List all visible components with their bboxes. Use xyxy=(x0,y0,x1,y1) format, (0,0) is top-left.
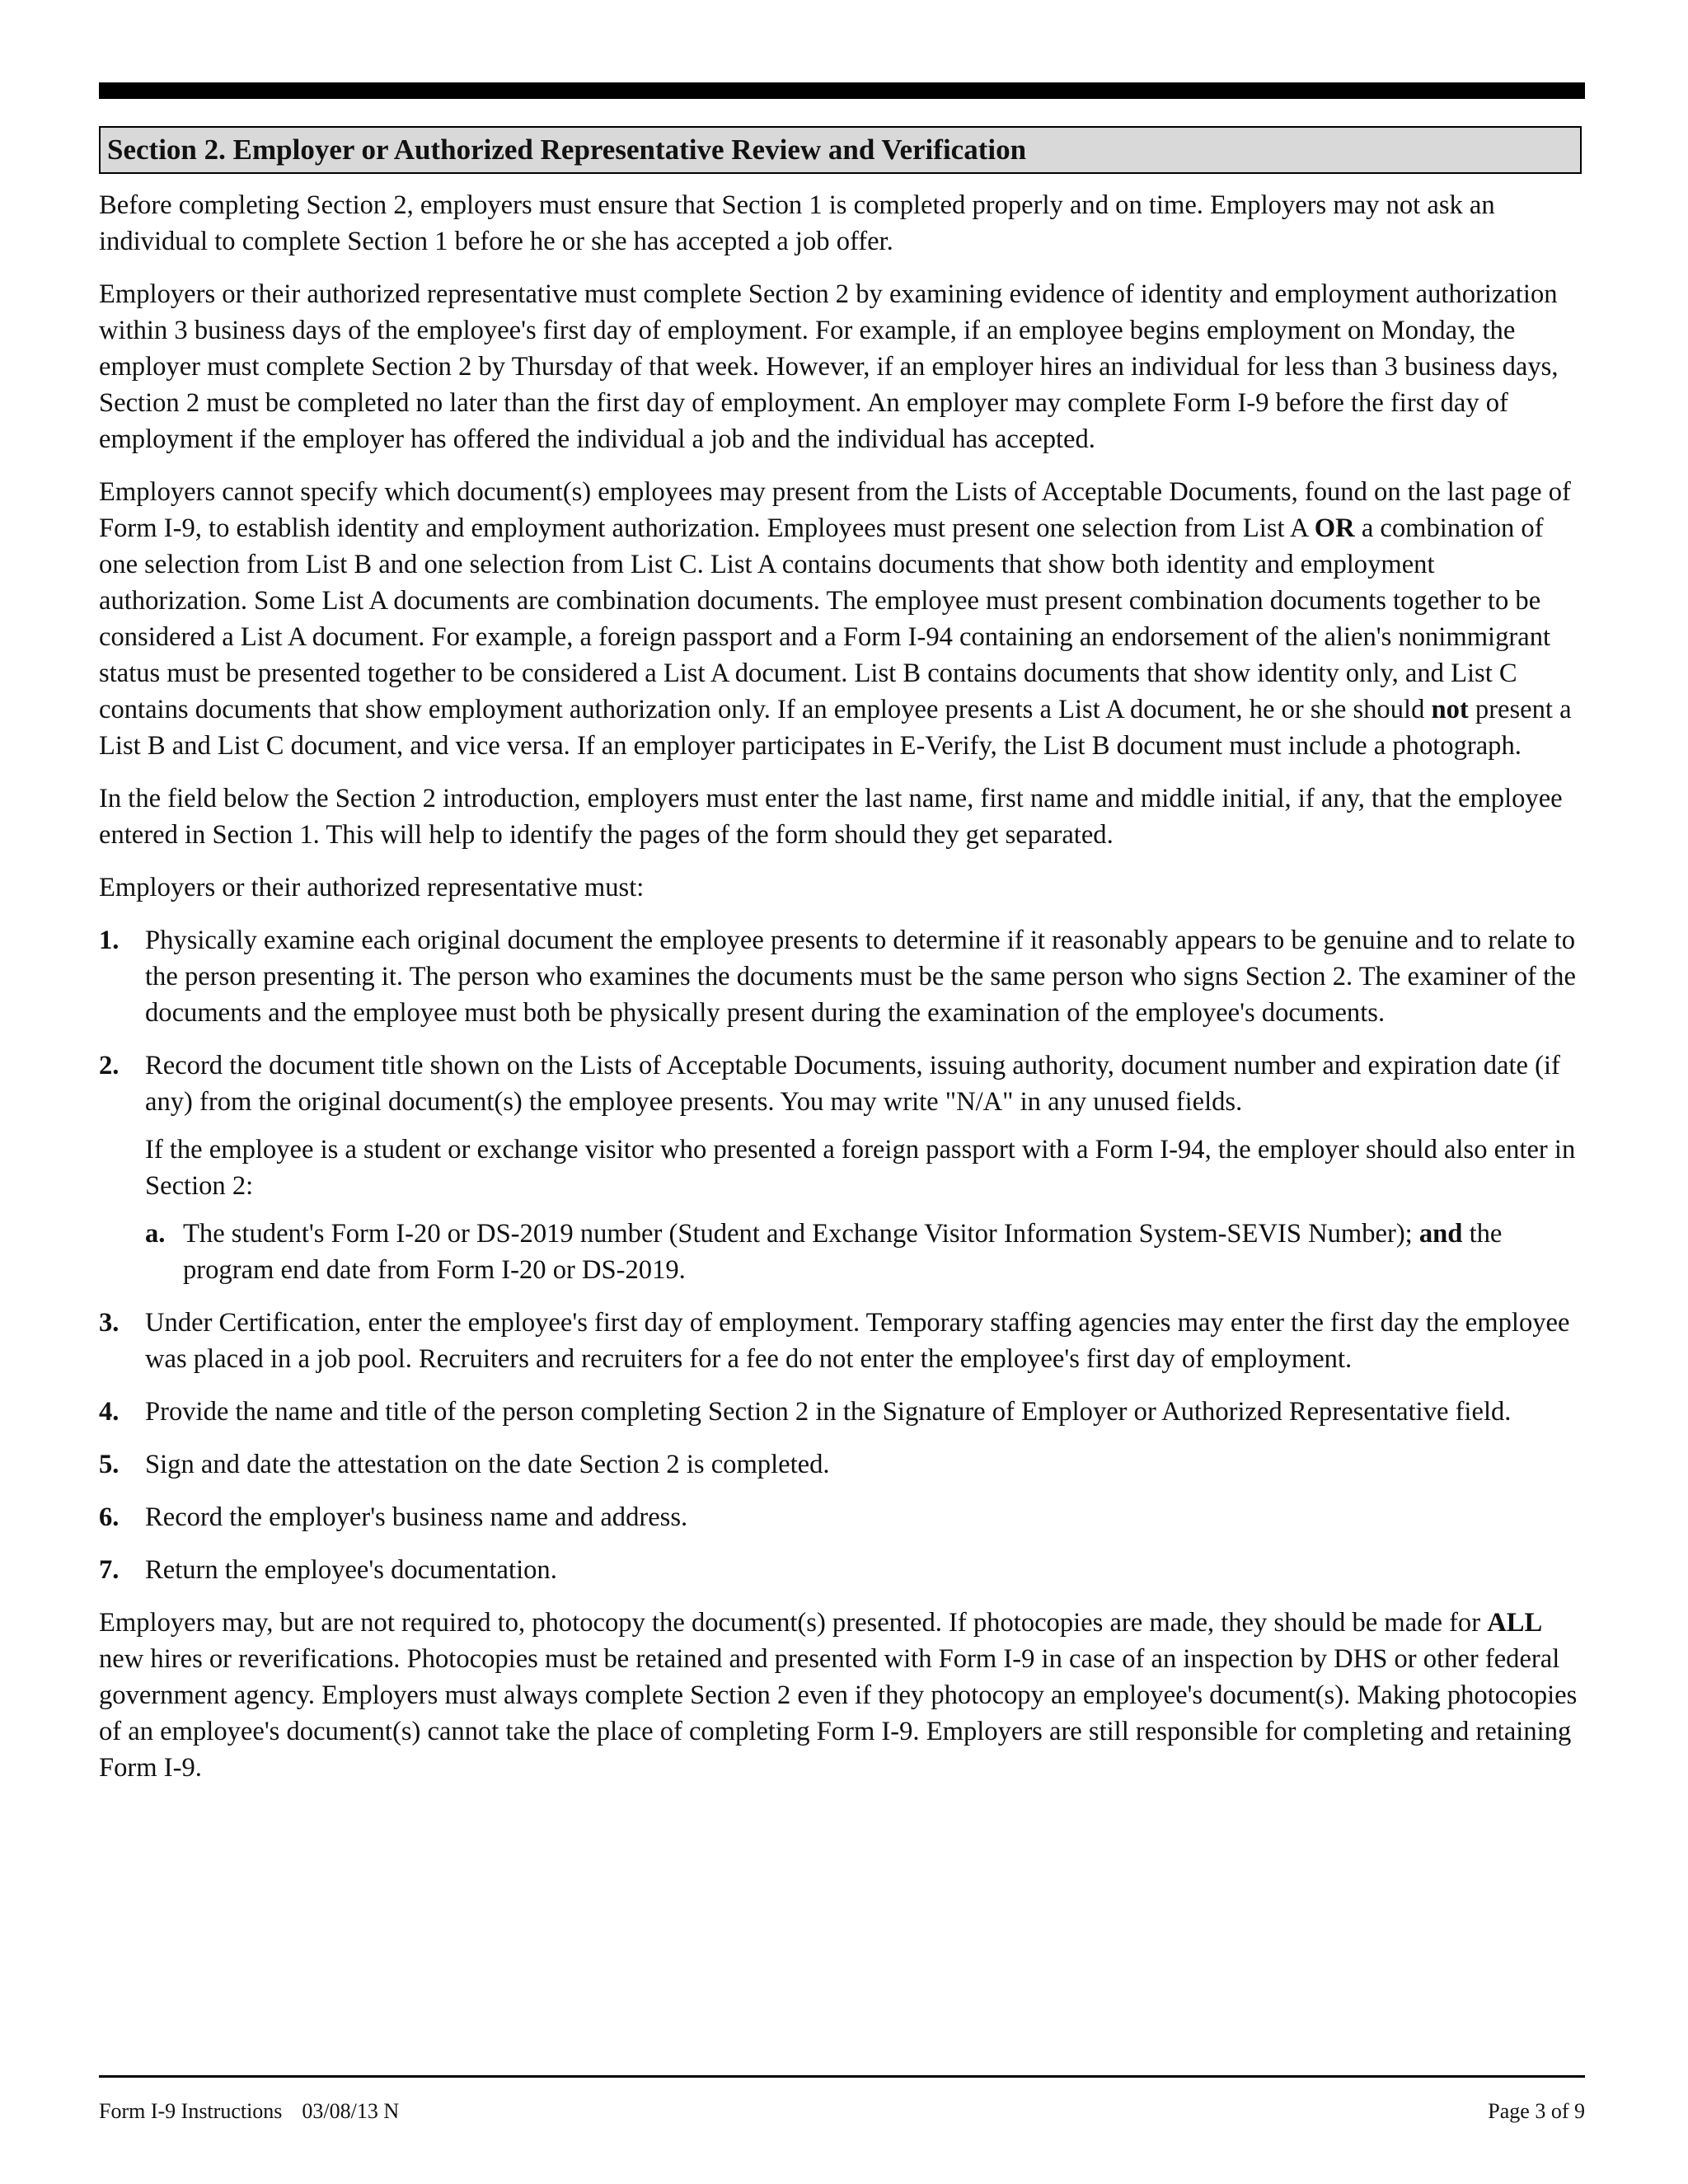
paragraph-documents-part-a: Employers cannot specify which document(s) employees may present from the Lists of Acceptable Documents, found on the last page of Form I-9, to establish identity and employment authorization. Employees must present one selection from List A xyxy=(99,477,1571,543)
list-text: Sign and date the attestation on the date Section 2 is completed. xyxy=(145,1450,830,1479)
list-item xyxy=(99,1446,1585,1483)
footer-form-name: Form I-9 Instructions xyxy=(99,2099,283,2123)
paragraph-photocopies-part-b: new hires or reverifications. Photocopies must be retained and presented with Form I-9 in case of an inspection by DHS or other federal government agency. Employers must always complete Section 2 even if they photocopy an employee's document(s). Making photocopies of an employee's document(s) cannot take the place of completing Form I-9. Employers are still responsible for completing and retaining Form I-9. xyxy=(99,1644,1578,1783)
top-rule xyxy=(99,82,1585,99)
list-number: 5. xyxy=(99,1450,120,1479)
paragraph-documents xyxy=(99,474,1585,764)
paragraph-intro: Before completing Section 2, employers must ensure that Section 1 is completed properly and on time. Employers may not ask an individual to complete Section 1 before he or she has accepted a job offer. xyxy=(99,190,1495,256)
and-emphasis: and xyxy=(1418,1219,1463,1249)
footer-form-id xyxy=(99,2098,399,2125)
section-header: Section 2. Employer or Authorized Representative Review and Verification xyxy=(99,126,1582,174)
list-text: Return the employee's documentation. xyxy=(145,1555,557,1585)
list-number: 2. xyxy=(99,1051,120,1080)
list-text: Record the document title shown on the Lists of Acceptable Documents, issuing authority, document number and expiration date (if any) from the original document(s) the employee presents. You may write "N/A" in any unused fields. xyxy=(145,1051,1560,1117)
body-text xyxy=(99,187,1585,1802)
paragraph-photocopies xyxy=(99,1605,1585,1786)
list-number: 6. xyxy=(99,1502,120,1532)
footer-rule xyxy=(99,2075,1585,2078)
paragraph-documents-part-b: a combination of one selection from List B and one selection from List C. List A contains documents that show both identity and employment authorization. Some List A documents are combination documents. The employee must present combination documents together to be considered a List A document. For example, a foreign passport and a Form I-94 containing an endorsement of the alien's nonimmigrant status must be presented together to be considered a List A document. List B contains documents that show identity only, and List C contains documents that show employment authorization only. If an employee presents a List A document, he or she should xyxy=(99,513,1551,724)
list-text: Record the employer's business name and address. xyxy=(145,1502,688,1532)
sub-list-text-b: the program end date from Form I-20 or DS-2019. xyxy=(183,1219,1503,1285)
paragraph-documents-part-c: present a List B and List C document, and vice versa. If an employer participates in E-Verify, the List B document must include a photograph. xyxy=(99,695,1572,761)
list-number: 1. xyxy=(99,926,120,955)
list-item xyxy=(99,1552,1585,1588)
list-item xyxy=(99,1047,1585,1288)
all-emphasis: ALL xyxy=(1487,1608,1543,1638)
paragraph-timing: Employers or their authorized representative must complete Section 2 by examining evidence of identity and employment authorization within 3 business days of the employee's first day of employment. For example, if an employee begins employment on Monday, the employer must complete Section 2 by Thursday of that week. However, if an employer hires an individual for less than 3 business days, Section 2 must be completed no later than the first day of employment. An employer may complete Form I-9 before the first day of employment if the employer has offered the individual a job and the individual has accepted. xyxy=(99,279,1559,454)
list-number: 3. xyxy=(99,1308,120,1338)
document-page xyxy=(99,0,1585,2184)
footer-form-date: 03/08/13 N xyxy=(302,2099,400,2123)
sub-list-letter: a. xyxy=(145,1219,166,1249)
list-number: 7. xyxy=(99,1555,120,1585)
list-item xyxy=(99,922,1585,1031)
list-item xyxy=(99,1499,1585,1535)
footer-page-number: Page 3 of 9 xyxy=(1488,2099,1585,2123)
paragraph-photocopies-part-a: Employers may, but are not required to, photocopy the document(s) presented. If photocopies are made, they should be made for xyxy=(99,1608,1488,1638)
list-note: If the employee is a student or exchange visitor who presented a foreign passport with a Form I-94, the employer should also enter in Section 2: xyxy=(145,1135,1576,1201)
list-text: Under Certification, enter the employee's first day of employment. Temporary staffing agencies may enter the first day the employee was placed in a job pool. Recruiters and recruiters for a fee do not enter the employee's first day of employment. xyxy=(145,1308,1570,1374)
paragraph-must: Employers or their authorized representative must: xyxy=(99,873,645,902)
or-emphasis: OR xyxy=(1314,513,1355,543)
not-emphasis: not xyxy=(1431,695,1469,724)
paragraph-name-field: In the field below the Section 2 introduction, employers must enter the last name, first name and middle initial, if any, that the employee entered in Section 1. This will help to identify the pages of the form should they get separated. xyxy=(99,784,1563,850)
list-item xyxy=(99,1394,1585,1430)
list-number: 4. xyxy=(99,1397,120,1427)
sub-list-item xyxy=(145,1216,1585,1288)
sub-list-text-a: The student's Form I-20 or DS-2019 number (Student and Exchange Visitor Information System-SEVIS Number); xyxy=(183,1219,1419,1249)
list-text: Physically examine each original document the employee presents to determine if it reasonably appears to be genuine and to relate to the person presenting it. The person who examines the documents must be the same person who signs Section 2. The examiner of the documents and the employee must both be physically present during the examination of the employee's documents. xyxy=(145,926,1576,1028)
list-text: Provide the name and title of the person completing Section 2 in the Signature of Employer or Authorized Representative field. xyxy=(145,1397,1512,1427)
list-item xyxy=(99,1305,1585,1377)
